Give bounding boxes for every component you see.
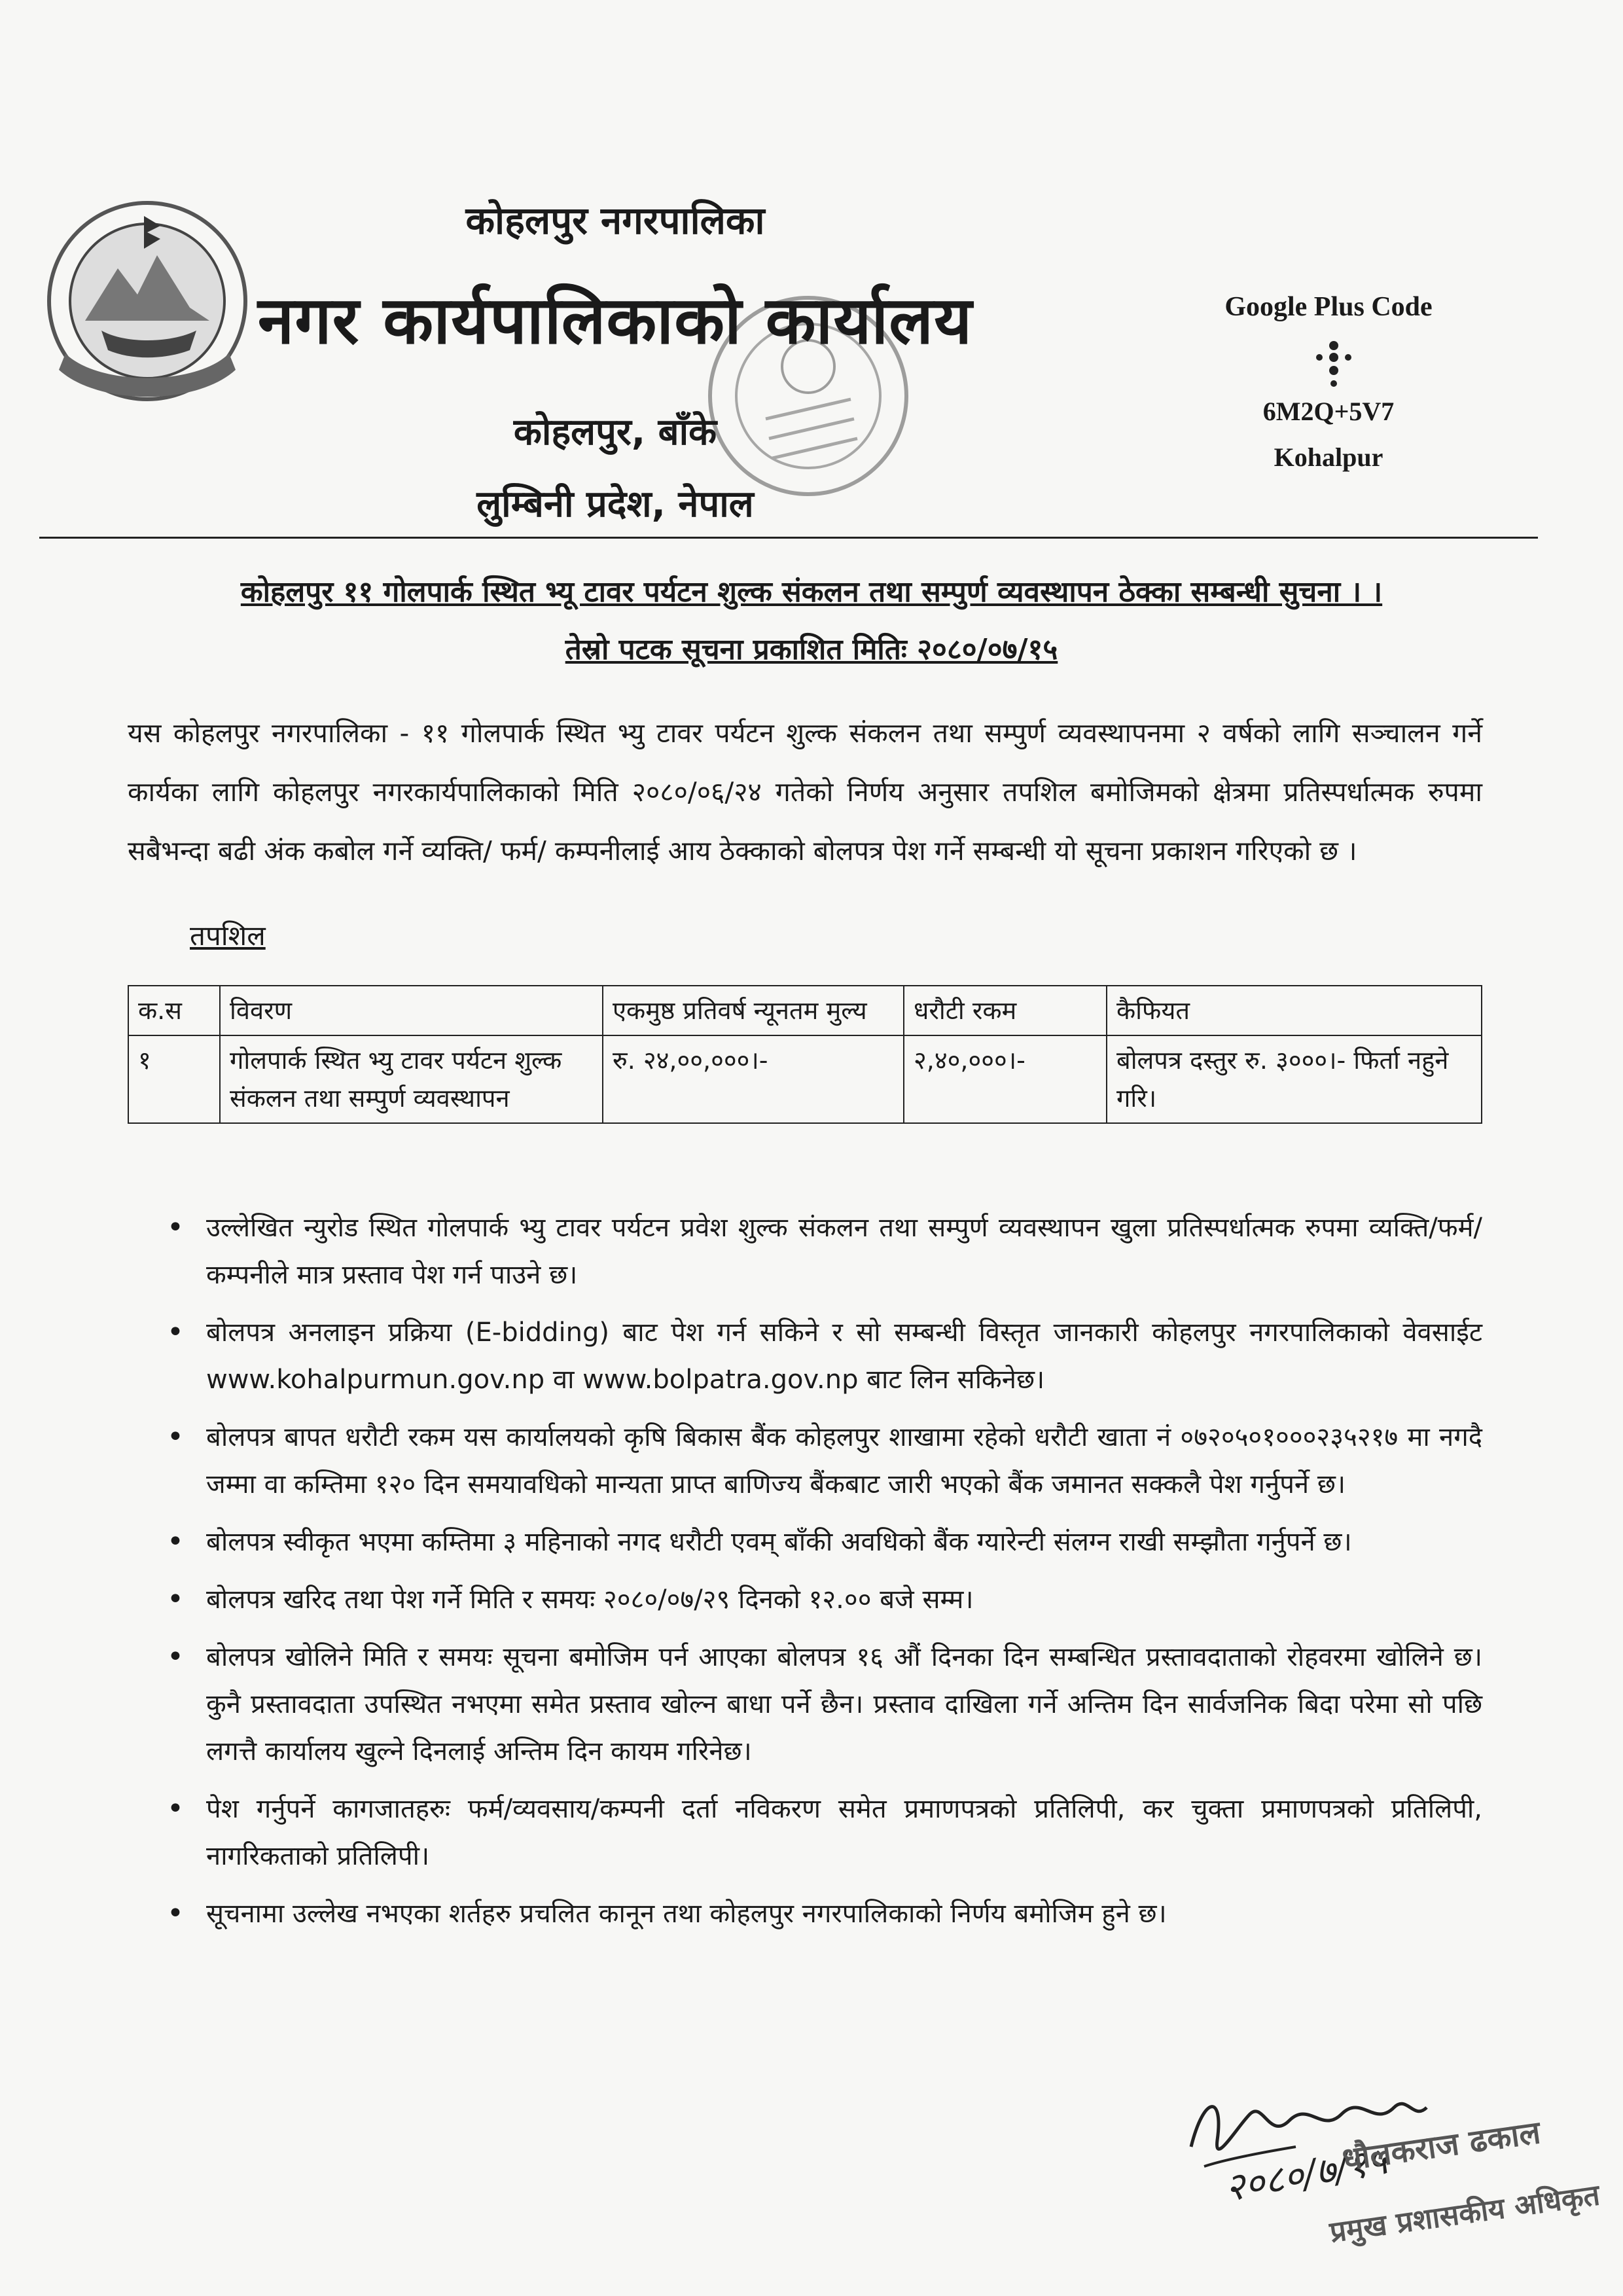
list-item-text: बोलपत्र खरिद तथा पेश गर्ने मिति र समयः २०८०/०७/२९ दिनको १२.०० बजे सम्म। [206, 1585, 974, 1615]
notice-publish-date-text: तेस्रो पटक सूचना प्रकाशित मितिः २०८०/०७/१५ [565, 633, 1058, 666]
google-plus-code-place: Kohalpur [1274, 442, 1383, 472]
list-item [167, 1634, 1482, 1775]
municipality-name: कोहलपुर नगरपालिका [465, 198, 765, 243]
table-header-row [128, 986, 1482, 1035]
list-item [167, 1204, 1482, 1299]
list-item [167, 1785, 1482, 1880]
google-plus-code: 6M2Q+5V7 [1262, 397, 1395, 426]
table-row [128, 1035, 1482, 1123]
cell-description: गोलपार्क स्थित भ्यु टावर पर्यटन शुल्क संकलन तथा सम्पुर्ण व्यवस्थापन [220, 1035, 603, 1123]
bullet-icon: • [167, 1316, 184, 1349]
header-deposit: धरौटी रकम [904, 986, 1107, 1035]
header-serial: क.स [128, 986, 220, 1035]
list-item-text: बोलपत्र स्वीकृत भएमा कम्तिमा ३ महिनाको नगद धरौटी एवम् बाँकी अवधिको बैंक ग्यारेन्टी संलग्न राखी सम्झौता गर्नुपर्ने छ। [206, 1527, 1352, 1557]
office-title: नगर कार्यपालिकाको कार्यालय [257, 282, 973, 359]
bullet-icon: • [167, 1525, 184, 1558]
bullet-icon: • [167, 1897, 184, 1930]
list-item-text: उल्लेखित न्युरोड स्थित गोलपार्क भ्यु टावर पर्यटन प्रवेश शुल्क संकलन तथा सम्पुर्ण व्यवस्थापन खुला प्रतिस्पर्धात्मक रुपमा व्यक्ति/फर्म/कम्पनीले मात्र प्रस्ताव पेश गर्न पाउने छ। [206, 1213, 1482, 1290]
header-min-price: एकमुष्ठ प्रतिवर्ष न्यूनतम मुल्य [603, 986, 904, 1035]
conditions-list [167, 1204, 1482, 1948]
notice-publish-date [0, 628, 1623, 668]
header-divider [39, 537, 1538, 539]
list-item-text: पेश गर्नुपर्ने कागजातहरुः फर्म/व्यवसाय/कम्पनी दर्ता नविकरण समेत प्रमाणपत्रको प्रतिलिपी, कर चुक्ता प्रमाणपत्रको प्रतिलिपी, नागरिकताको प्रतिलिपी। [206, 1794, 1482, 1871]
officer-designation: प्रमुख प्रशासकीय अधिकृत [1327, 2178, 1602, 2250]
list-item [167, 1518, 1482, 1566]
bullet-icon: • [167, 1420, 184, 1454]
cell-serial: १ [128, 1035, 220, 1123]
list-item [167, 1576, 1482, 1623]
header-description: विवरण [220, 986, 603, 1035]
signature-date: २०८०/७/१५ [1221, 2138, 1391, 2211]
list-item-text: बोलपत्र बापत धरौटी रकम यस कार्यालयको कृषि बिकास बैंक कोहलपुर शाखामा रहेको धरौटी खाता नं ०७२०५०१०००२३५२१७ मा नगदै जम्मा वा कम्तिमा १२० दिन समयावधिको मान्यता प्राप्त बाणिज्य बैंकबाट जारी भएको बैंक जमानत सक्कलै पेश गर्नुपर्ने छ। [206, 1422, 1482, 1499]
cell-deposit: २,४०,०००।- [904, 1035, 1107, 1123]
tender-details-table [128, 985, 1482, 1124]
notice-subject-text: कोहलपुर ११ गोलपार्क स्थित भ्यू टावर पर्यटन शुल्क संकलन तथा सम्पुर्ण व्यवस्थापन ठेक्का सम्बन्धी सुचना । । [240, 575, 1383, 609]
intro-paragraph: यस कोहलपुर नगरपालिका - ११ गोलपार्क स्थित भ्यु टावर पर्यटन शुल्क संकलन तथा सम्पुर्ण व्यवस्थापनमा २ वर्षको लागि सञ्चालन गर्ने कार्यका लागि कोहलपुर नगरकार्यपालिकाको मिति २०८०/०६/२४ गतेको निर्णय अनुसार तपशिल बमोजिमको क्षेत्रमा प्रतिस्पर्धात्मक रुपमा सबैभन्दा बढी अंक कबोल गर्ने व्यक्ति/ फर्म/ कम्पनीलाई आय ठेक्काको बोलपत्र पेश गर्ने सम्बन्धी यो सूचना प्रकाशन गरिएको छ । [128, 717, 1482, 867]
bullet-icon: • [167, 1640, 184, 1674]
cell-remarks: बोलपत्र दस्तुर रु. ३०००।- फिर्ता नहुने गरि। [1107, 1035, 1482, 1123]
list-item [167, 1890, 1482, 1937]
cell-min-price: रु. २४,००,०००।- [603, 1035, 904, 1123]
office-location-province: लुम्बिनी प्रदेश, नेपाल [476, 483, 754, 526]
officer-name: धौलकराज ढकाल [1340, 2114, 1543, 2178]
notice-subject [0, 571, 1623, 610]
plus-code-dots-icon [1313, 339, 1355, 391]
office-location-district: कोहलपुर, बाँके [513, 411, 717, 454]
list-item-text: बोलपत्र अनलाइन प्रक्रिया (E-bidding) बाट पेश गर्न सकिने र सो सम्बन्धी विस्तृत जानकारी कोहलपुर नगरपालिकाको वेवसाईट www.kohalpurmun.gov.np वा www.bolpatra.gov.np बाट लिन सकिनेछ। [206, 1318, 1482, 1395]
list-item [167, 1414, 1482, 1508]
bullet-icon: • [167, 1583, 184, 1616]
google-plus-code-title: Google Plus Code [1224, 292, 1433, 322]
bullet-icon: • [167, 1792, 184, 1825]
list-item-text: बोलपत्र खोलिने मिति र समयः सूचना बमोजिम पर्न आएका बोलपत्र १६ औं दिनका दिन सम्बन्धित प्रस्तावदाताको रोहवरमा खोलिने छ। कुनै प्रस्तावदाता उपस्थित नभएमा समेत प्रस्ताव खोल्न बाधा पर्ने छैन। प्रस्ताव दाखिला गर्ने अन्तिम दिन सार्वजनिक बिदा परेमा सो पछि लगत्तै कार्यालय खुल्ने दिनलाई अन्तिम दिन कायम गरिनेछ। [206, 1642, 1482, 1767]
list-item-text: सूचनामा उल्लेख नभएका शर्तहरु प्रचलित कानून तथा कोहलपुर नगरपालिकाको निर्णय बमोजिम हुने छ। [206, 1899, 1167, 1929]
tapashil-heading: तपशिल [190, 920, 266, 952]
header-remarks: कैफियत [1107, 986, 1482, 1035]
bullet-icon: • [167, 1211, 184, 1244]
list-item [167, 1309, 1482, 1403]
